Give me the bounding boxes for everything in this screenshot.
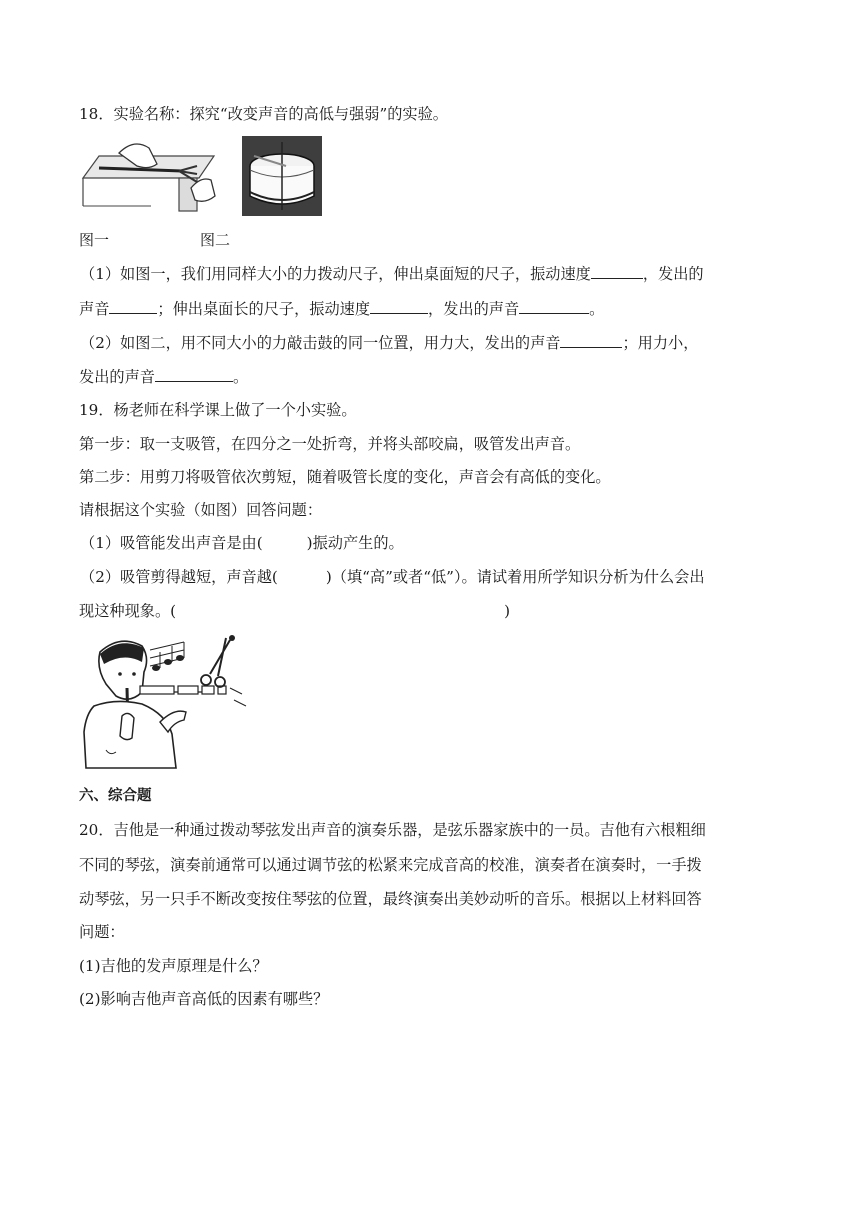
q20-line3: 动琴弦，另一只手不断改变按住琴弦的位置，最终演奏出美妙动听的音乐。根据以上材料回答	[79, 890, 702, 908]
q19-prompt: 请根据这个实验（如图）回答问题：	[79, 501, 322, 519]
q18-part2-line2	[79, 366, 248, 387]
q20-sub1: (1)吉他的发声原理是什么？	[79, 957, 268, 975]
q19-sub2-text-d: )	[504, 602, 510, 620]
q18-part2-text-d: 。	[232, 368, 249, 386]
q18-title: 18．实验名称：探究“改变声音的高低与强弱”的实验。	[79, 105, 448, 123]
answer-blank[interactable]	[109, 298, 157, 314]
q19-sub1-text-b: )振动产生的。	[306, 534, 404, 552]
q18-part1-text-f: 。	[589, 300, 605, 318]
q19-step1: 第一步：取一支吸管，在四分之一处折弯，并将头部咬扁，吸管发出声音。	[79, 435, 581, 453]
q18-part1-text-a: （1）如图一，我们用同样大小的力拨动尺子，伸出桌面短的尺子，振动速度	[80, 265, 591, 283]
teacher-straw-illustration	[80, 632, 250, 772]
q19-sub2-text-b: )（填“高”或者“低”）。请试着用所学知识分析为什么会出	[325, 568, 705, 586]
q18-part1-text-e: ，发出的声音	[428, 300, 520, 318]
q20-line4: 问题：	[79, 923, 125, 941]
q18-part1-line2	[79, 298, 604, 319]
drum-experiment-figure	[242, 136, 322, 216]
section-heading: 六、综合题	[79, 788, 152, 804]
answer-blank[interactable]	[591, 263, 643, 279]
q18-part2-text-b: ；用力小，	[622, 334, 699, 352]
answer-blank[interactable]	[370, 298, 428, 314]
q18-part2-text-c: 发出的声音	[79, 368, 155, 386]
q18-part1-text-b: ，发出的	[642, 265, 704, 283]
q19-sub2-text-a: （2）吸管剪得越短，声音越(	[80, 568, 278, 586]
figure2-caption: 图二	[200, 231, 231, 249]
q19-sub1	[80, 533, 404, 553]
q19-sub2-line2	[79, 601, 510, 621]
q19-title: 19．杨老师在科学课上做了一个小实验。	[79, 401, 357, 419]
q18-part1-text-c: 声音	[79, 300, 110, 318]
q18-part2-text-a: （2）如图二，用不同大小的力敲击鼓的同一位置，用力大，发出的声音	[80, 334, 561, 352]
answer-blank[interactable]	[155, 366, 233, 382]
q19-sub1-text-a: （1）吸管能发出声音是由(	[80, 534, 263, 552]
q20-sub2: (2)影响吉他声音高低的因素有哪些？	[79, 990, 329, 1008]
q20-line1: 20．吉他是一种通过拨动琴弦发出声音的演奏乐器，是弦乐器家族中的一员。吉他有六根粗细	[79, 821, 706, 839]
figure1-caption: 图一	[79, 231, 110, 249]
q18-part1-line1	[80, 263, 704, 284]
q19-sub2-text-c: 现这种现象。(	[79, 602, 177, 620]
q18-part1-text-d: ；伸出桌面长的尺子，振动速度	[157, 300, 370, 318]
q19-sub2-line1	[80, 567, 705, 587]
q19-step2: 第二步：用剪刀将吸管依次剪短，随着吸管长度的变化，声音会有高低的变化。	[79, 468, 611, 486]
q20-line2: 不同的琴弦，演奏前通常可以通过调节弦的松紧来完成音高的校准，演奏者在演奏时，一手拨	[79, 856, 702, 874]
answer-blank[interactable]	[519, 298, 589, 314]
ruler-experiment-figure	[79, 138, 219, 212]
q18-part2-line1	[80, 332, 698, 353]
answer-blank[interactable]	[560, 332, 622, 348]
